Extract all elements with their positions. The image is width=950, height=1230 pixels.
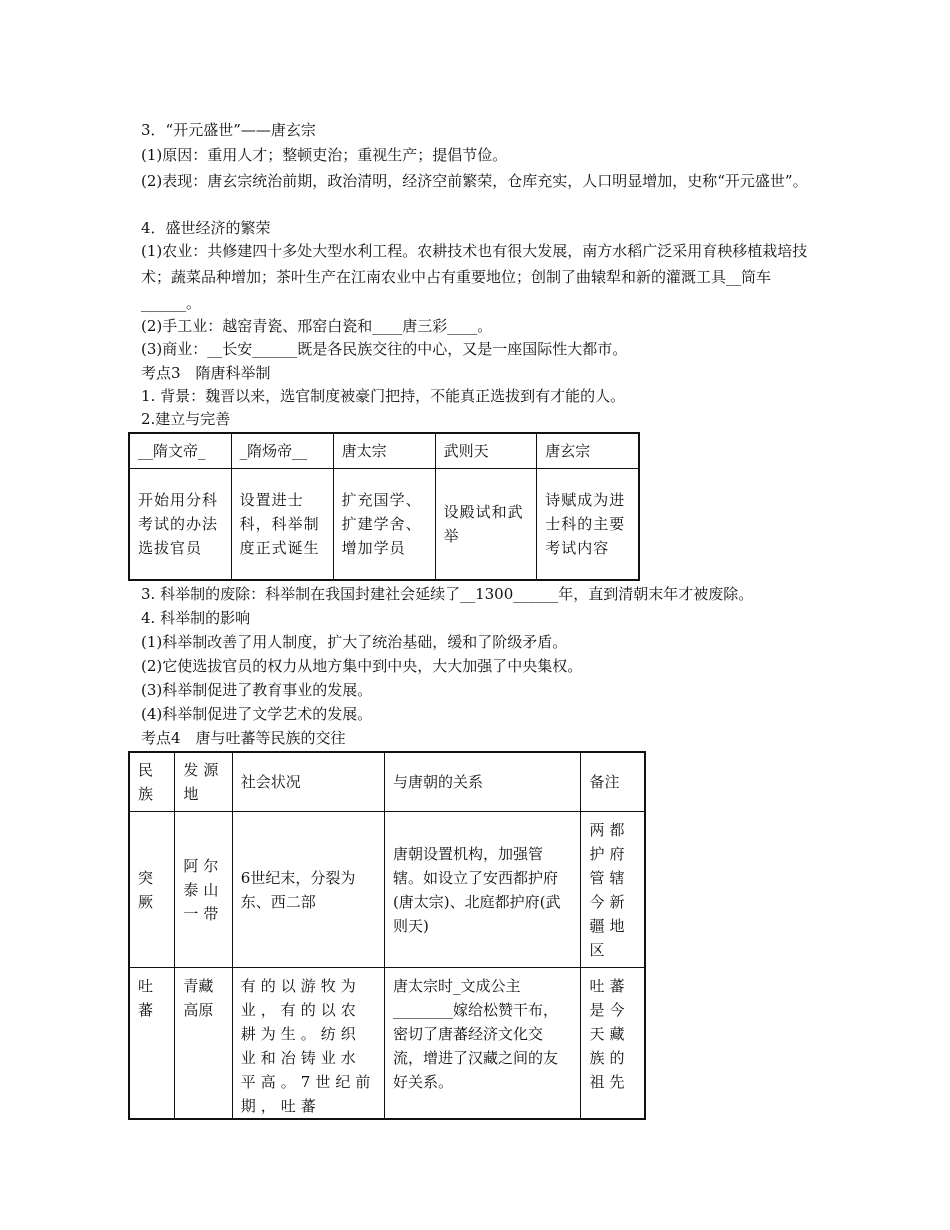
- paragraph: (2)手工业：越窑青瓷、邢窑白瓷和____唐三彩____。: [141, 317, 493, 335]
- table-cell: 两都护府管辖今新疆地区: [581, 812, 645, 968]
- table-header-cell: 唐玄宗: [537, 433, 639, 469]
- table-cell: 青藏高原: [175, 968, 232, 1120]
- table-cell: 吐蕃是今天藏族的祖先: [581, 968, 645, 1120]
- table-cell: 突厥: [129, 812, 175, 968]
- paragraph: (3)科举制促进了教育事业的发展。: [141, 681, 373, 699]
- table-cell: 扩充国学、扩建学舍、增加学员: [333, 469, 435, 581]
- table-header-cell: 武则天: [435, 433, 537, 469]
- table-header-cell: 民族: [129, 752, 175, 812]
- paragraph: (1)原因：重用人才；整顿吏治；重视生产；提倡节俭。: [141, 146, 508, 164]
- table-cell: 阿尔泰山一带: [175, 812, 232, 968]
- table-cell: 开始用分科考试的办法选拔官员: [129, 469, 231, 581]
- section-heading: 考点3 隋唐科举制: [141, 364, 271, 382]
- table-cell: 唐太宗时_文成公主________嫁给松赞干布，密切了唐蕃经济文化交流，增进了汉藏之间的友好关系。: [384, 968, 581, 1120]
- table-cell: 吐蕃: [129, 968, 175, 1120]
- table-header-cell: 唐太宗: [333, 433, 435, 469]
- section-heading: 考点4 唐与吐蕃等民族的交往: [141, 729, 346, 747]
- section-heading: 4．盛世经济的繁荣: [141, 219, 271, 237]
- table-header-cell: __隋文帝_: [129, 433, 231, 469]
- paragraph: (3)商业：__长安______既是各民族交往的中心，又是一座国际性大都市。: [141, 340, 628, 358]
- paragraph: 4. 科举制的影响: [141, 609, 251, 627]
- table-header-cell: 社会状况: [232, 752, 384, 812]
- paragraph: (2)表现：唐玄宗统治前期，政治清明，经济空前繁荣，仓库充实，人口明显增加，史称“开元盛世”。: [141, 172, 808, 190]
- ethnic-relations-table: [128, 751, 646, 1120]
- paragraph: 2.建立与完善: [141, 410, 231, 428]
- table-cell: 有的以游牧为业，有的以农耕为生。纺织业和冶铸业水平高。7世纪前期，吐蕃: [232, 968, 384, 1120]
- paragraph: (4)科举制促进了文学艺术的发展。: [141, 705, 373, 723]
- table-header-cell: 备注: [581, 752, 645, 812]
- imperial-exam-table: [128, 432, 640, 581]
- paragraph: (1)农业：共修建四十多处大型水利工程。农耕技术也有很大发展，南方水稻广泛采用育秧移植栽培技术；蔬菜品种增加；茶叶生产在江南农业中占有重要地位；创制了曲辕犁和新的灌溉工具__筒车______。: [141, 242, 808, 312]
- section-heading: 3．“开元盛世”——唐玄宗: [141, 121, 316, 139]
- paragraph: (2)它使选拔官员的权力从地方集中到中央，大大加强了中央集权。: [141, 657, 583, 675]
- table-cell: 设置进士科，科举制度正式诞生: [231, 469, 333, 581]
- table-header-cell: 发源地: [175, 752, 232, 812]
- paragraph: 3. 科举制的废除：科举制在我国封建社会延续了__1300______年，直到清朝末年才被废除。: [141, 585, 754, 603]
- table-header-cell: 与唐朝的关系: [384, 752, 581, 812]
- table-cell: 唐朝设置机构，加强管辖。如设立了安西都护府(唐太宗)、北庭都护府(武则天): [384, 812, 581, 968]
- paragraph: 1. 背景：魏晋以来，选官制度被豪门把持，不能真正选拔到有才能的人。: [141, 387, 626, 405]
- table-cell: 设殿试和武举: [435, 469, 537, 581]
- table-header-cell: _隋炀帝__: [231, 433, 333, 469]
- paragraph: (1)科举制改善了用人制度，扩大了统治基础，缓和了阶级矛盾。: [141, 633, 568, 651]
- table-cell: 6世纪末，分裂为东、西二部: [232, 812, 384, 968]
- table-cell: 诗赋成为进士科的主要考试内容: [537, 469, 639, 581]
